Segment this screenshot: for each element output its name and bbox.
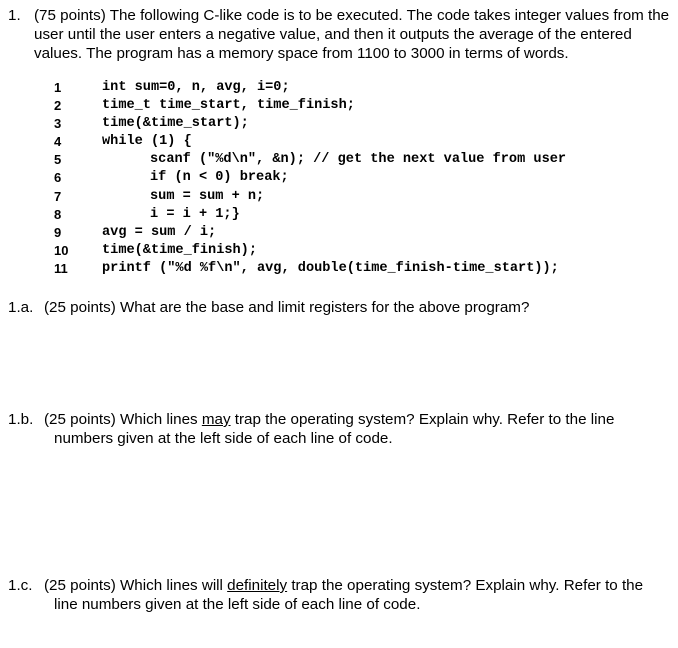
- code-line: [54, 97, 654, 115]
- code-line: [54, 79, 654, 97]
- subquestion-text-post: trap the operating system? Explain why. Refer to the line numbers given at the left side of each line of code.: [54, 411, 615, 447]
- code-line: [54, 260, 654, 278]
- question-number: 1.: [8, 7, 21, 24]
- code-text: time_t time_start, time_finish;: [102, 98, 355, 114]
- code-text: scanf ("%d\n", &n); // get the next value from user: [150, 152, 567, 168]
- line-number: 5: [54, 152, 62, 168]
- line-number: 7: [54, 188, 62, 204]
- code-line: [54, 224, 654, 242]
- code-line: [54, 151, 654, 169]
- line-number: 1: [54, 80, 62, 95]
- code-line: [54, 206, 654, 224]
- line-number: 3: [54, 116, 62, 132]
- code-text: printf ("%d %f\n", avg, double(time_finish-time_start));: [102, 260, 559, 276]
- line-number: 8: [54, 206, 62, 222]
- code-line: [54, 169, 654, 187]
- line-number: 6: [54, 170, 62, 186]
- subquestion-1b: [8, 410, 668, 448]
- subquestion-label: 1.a.: [8, 299, 34, 316]
- line-number: 2: [54, 98, 62, 114]
- code-line: [54, 115, 654, 133]
- subquestion-1c: [8, 576, 668, 614]
- code-line: [54, 242, 654, 260]
- line-number: 4: [54, 134, 62, 150]
- subquestion-text: [44, 410, 668, 448]
- emphasis-definitely: definitely: [227, 577, 288, 594]
- question-1: [8, 6, 674, 63]
- code-text: i = i + 1;}: [150, 206, 240, 222]
- question-text: (75 points) The following C-like code is to be executed. The code takes integer values from the user until the user enters a negative value, and then it outputs the average of the entered values. The program has a memory space from 1100 to 3000 in terms of words.: [34, 7, 670, 62]
- code-text: while (1) {: [102, 134, 192, 150]
- line-number: 11: [54, 260, 68, 276]
- line-number: 10: [54, 242, 69, 258]
- code-listing: [54, 79, 654, 278]
- code-text: time(&time_start);: [102, 116, 249, 132]
- subquestion-text: (25 points) What are the base and limit registers for the above program?: [44, 299, 530, 316]
- code-line: [54, 188, 654, 206]
- line-number: 9: [54, 224, 62, 240]
- subquestion-label: 1.c.: [8, 577, 33, 594]
- subquestion-1a: [8, 298, 668, 317]
- emphasis-may: may: [201, 411, 231, 428]
- subquestion-label: 1.b.: [8, 411, 34, 428]
- code-text: int sum=0, n, avg, i=0;: [102, 80, 290, 95]
- subquestion-text-pre: (25 points) Which lines will: [44, 577, 228, 594]
- code-text: if (n < 0) break;: [150, 170, 289, 186]
- subquestion-text: [44, 576, 668, 614]
- code-line: [54, 133, 654, 151]
- code-text: avg = sum / i;: [102, 224, 217, 240]
- code-text: sum = sum + n;: [150, 188, 265, 204]
- code-text: time(&time_finish);: [102, 242, 257, 258]
- subquestion-text-post: trap the operating system? Explain why. Refer to the line numbers given at the left side of each line of code.: [54, 577, 644, 613]
- subquestion-text-pre: (25 points) Which lines: [44, 411, 202, 428]
